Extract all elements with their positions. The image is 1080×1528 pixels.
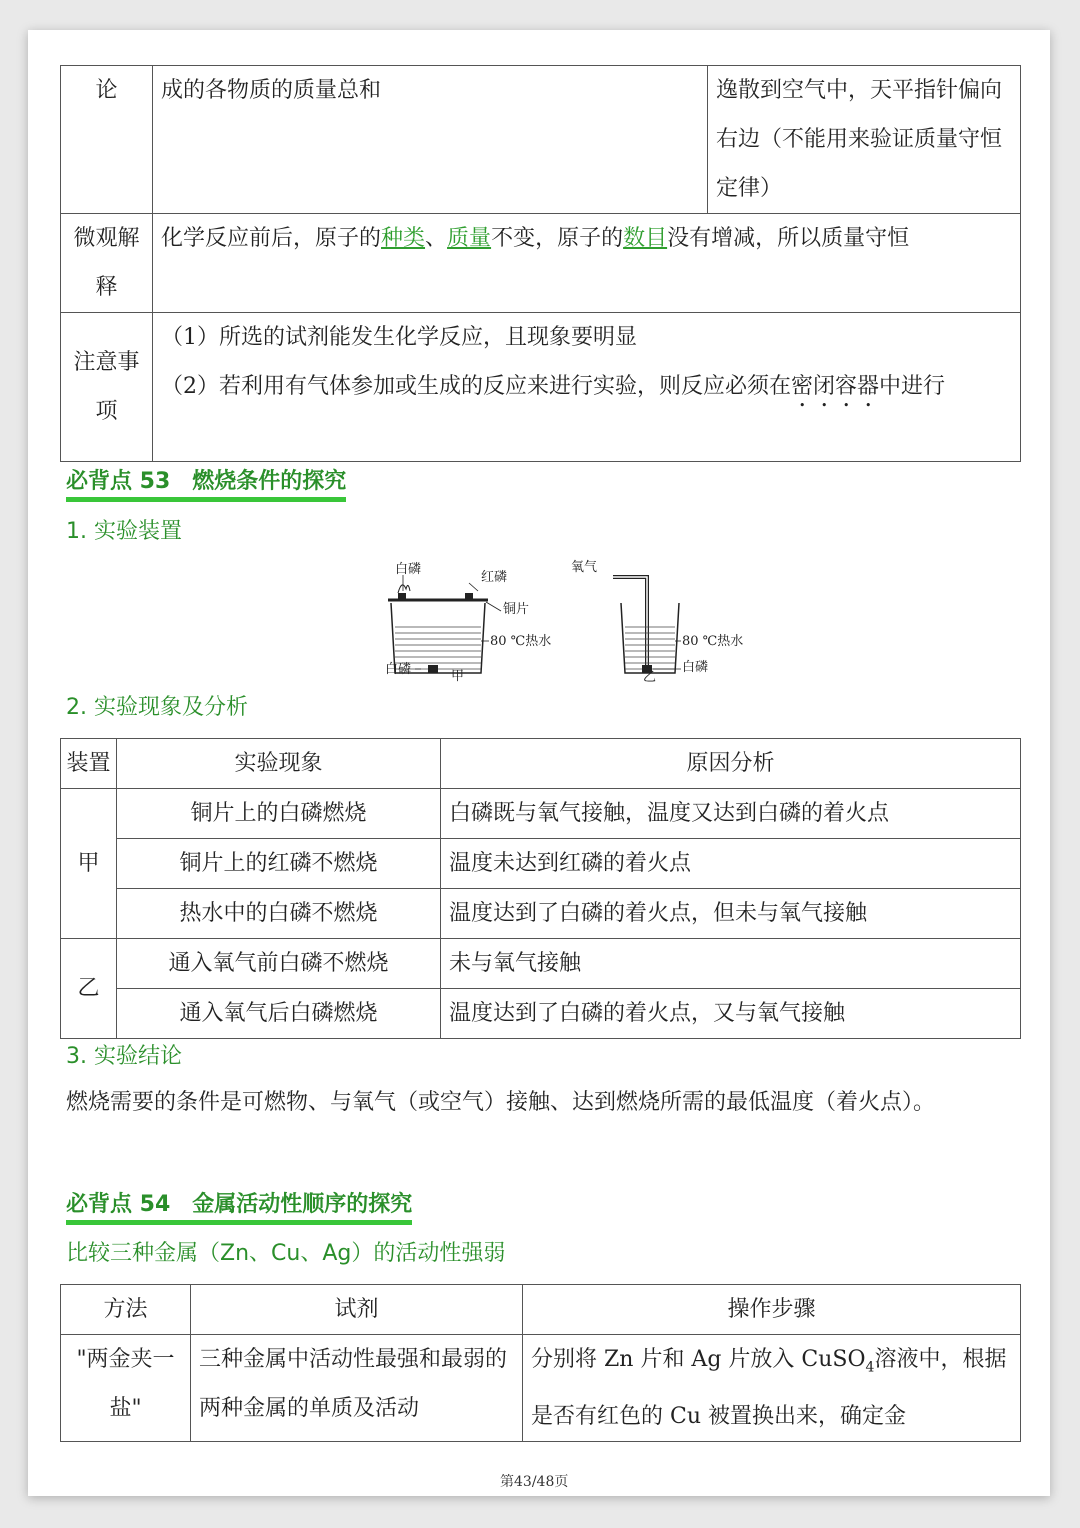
header-reason: 原因分析 — [441, 739, 1021, 789]
combustion-apparatus-diagram — [353, 555, 744, 685]
section-53-title: 必背点 53 燃烧条件的探究 — [66, 467, 346, 502]
white-phosphorus-top — [398, 593, 406, 600]
micro-explanation: 化学反应前后，原子的种类、质量不变，原子的数目没有增减，所以质量守恒 — [153, 214, 1021, 313]
row-label: 注意事项 — [61, 313, 153, 462]
header-phenomenon: 实验现象 — [117, 739, 441, 789]
table-row — [61, 989, 1021, 1039]
reason-cell: 温度达到了白磷的着火点，又与氧气接触 — [441, 989, 1021, 1039]
table-row — [61, 1335, 1021, 1442]
mass-conservation-table — [60, 65, 1021, 462]
phenomenon-cell: 通入氧气后白磷燃烧 — [117, 989, 441, 1039]
reason-cell: 白磷既与氧气接触，温度又达到白磷的着火点 — [441, 789, 1021, 839]
reason-cell: 温度达到了白磷的着火点，但未与氧气接触 — [441, 889, 1021, 939]
red-phosphorus — [465, 593, 473, 600]
beaker-a — [385, 561, 551, 684]
header-apparatus: 装置 — [61, 739, 117, 789]
table-row — [61, 313, 1021, 462]
label-white-phosphorus-bottom: 白磷 — [385, 662, 412, 677]
white-phosphorus-bottom — [428, 665, 438, 673]
oxygen-tube — [613, 577, 647, 665]
header-reagent: 试剂 — [191, 1285, 523, 1335]
subheading-phenomena: 2. 实验现象及分析 — [66, 695, 248, 720]
table-row — [61, 66, 1021, 214]
flame-icon — [398, 585, 410, 593]
combustion-phenomena-table — [60, 738, 1021, 1039]
section-54-title: 必背点 54 金属活动性顺序的探究 — [66, 1190, 412, 1225]
table-header-row — [61, 1285, 1021, 1335]
group-label-b: 乙 — [61, 939, 117, 1039]
group-label-a: 甲 — [61, 789, 117, 939]
reason-cell: 未与氧气接触 — [441, 939, 1021, 989]
metal-activity-table — [60, 1284, 1021, 1442]
notes-content: （1）所选的试剂能发生化学反应，且现象要明显 （2）若利用有气体参加或生成的反应来进行实验，则反应必须在密闭容器中进行 — [153, 313, 1021, 462]
reason-cell: 温度未达到红磷的着火点 — [441, 839, 1021, 889]
label-hot-water-a: 80 ℃热水 — [490, 634, 552, 649]
row-label: 论 — [61, 66, 153, 214]
label-copper-plate: 铜片 — [503, 602, 530, 617]
table-row — [61, 789, 1021, 839]
phenomenon-cell: 通入氧气前白磷不燃烧 — [117, 939, 441, 989]
header-method: 方法 — [61, 1285, 191, 1335]
row-content: 成的各物质的质量总和 — [153, 66, 708, 214]
sealed-container-emphasis: 密闭容器 — [791, 374, 880, 399]
table-row — [61, 839, 1021, 889]
label-white-phosphorus-b: 白磷 — [682, 660, 709, 675]
document-page — [28, 30, 1050, 1496]
table-row — [61, 939, 1021, 989]
table-row — [61, 889, 1021, 939]
table-row — [61, 214, 1021, 313]
label-red-phosphorus: 红磷 — [481, 570, 508, 585]
header-steps: 操作步骤 — [523, 1285, 1021, 1335]
phenomenon-cell: 铜片上的白磷燃烧 — [117, 789, 441, 839]
subheading-apparatus: 1. 实验装置 — [66, 519, 182, 544]
reagent-cell: 三种金属中活动性最强和最弱的两种金属的单质及活动 — [191, 1335, 523, 1442]
label-apparatus-b: 乙 — [643, 670, 657, 685]
section-54-subtitle: 比较三种金属（Zn、Cu、Ag）的活动性强弱 — [66, 1241, 506, 1266]
steps-cell: 分别将 Zn 片和 Ag 片放入 CuSO$_4$溶液中，根据是否有红色的 Cu 被置换出来，确定金 — [523, 1335, 1021, 1442]
row-note: 逸散到空气中，天平指针偏向右边（不能用来验证质量守恒定律） — [708, 66, 1021, 214]
label-white-phosphorus-top: 白磷 — [395, 562, 422, 577]
conclusion-text: 燃烧需要的条件是可燃物、与氧气（或空气）接触、达到燃烧所需的最低温度（着火点）。 — [66, 1090, 936, 1115]
table-header-row — [61, 739, 1021, 789]
keyword-type: 种类 — [381, 226, 426, 251]
label-oxygen: 氧气 — [571, 560, 598, 575]
beaker-b — [571, 560, 743, 685]
keyword-mass: 质量 — [447, 226, 492, 251]
method-cell: "两金夹一盐" — [61, 1335, 191, 1442]
label-hot-water-b: 80 ℃热水 — [682, 634, 744, 649]
page-number: 第43/48页 — [500, 1474, 569, 1490]
phenomenon-cell: 铜片上的红磷不燃烧 — [117, 839, 441, 889]
phenomenon-cell: 热水中的白磷不燃烧 — [117, 889, 441, 939]
row-label: 微观解释 — [61, 214, 153, 313]
label-apparatus-a: 甲 — [451, 669, 465, 684]
subheading-conclusion: 3. 实验结论 — [66, 1044, 182, 1069]
keyword-number: 数目 — [623, 226, 668, 251]
